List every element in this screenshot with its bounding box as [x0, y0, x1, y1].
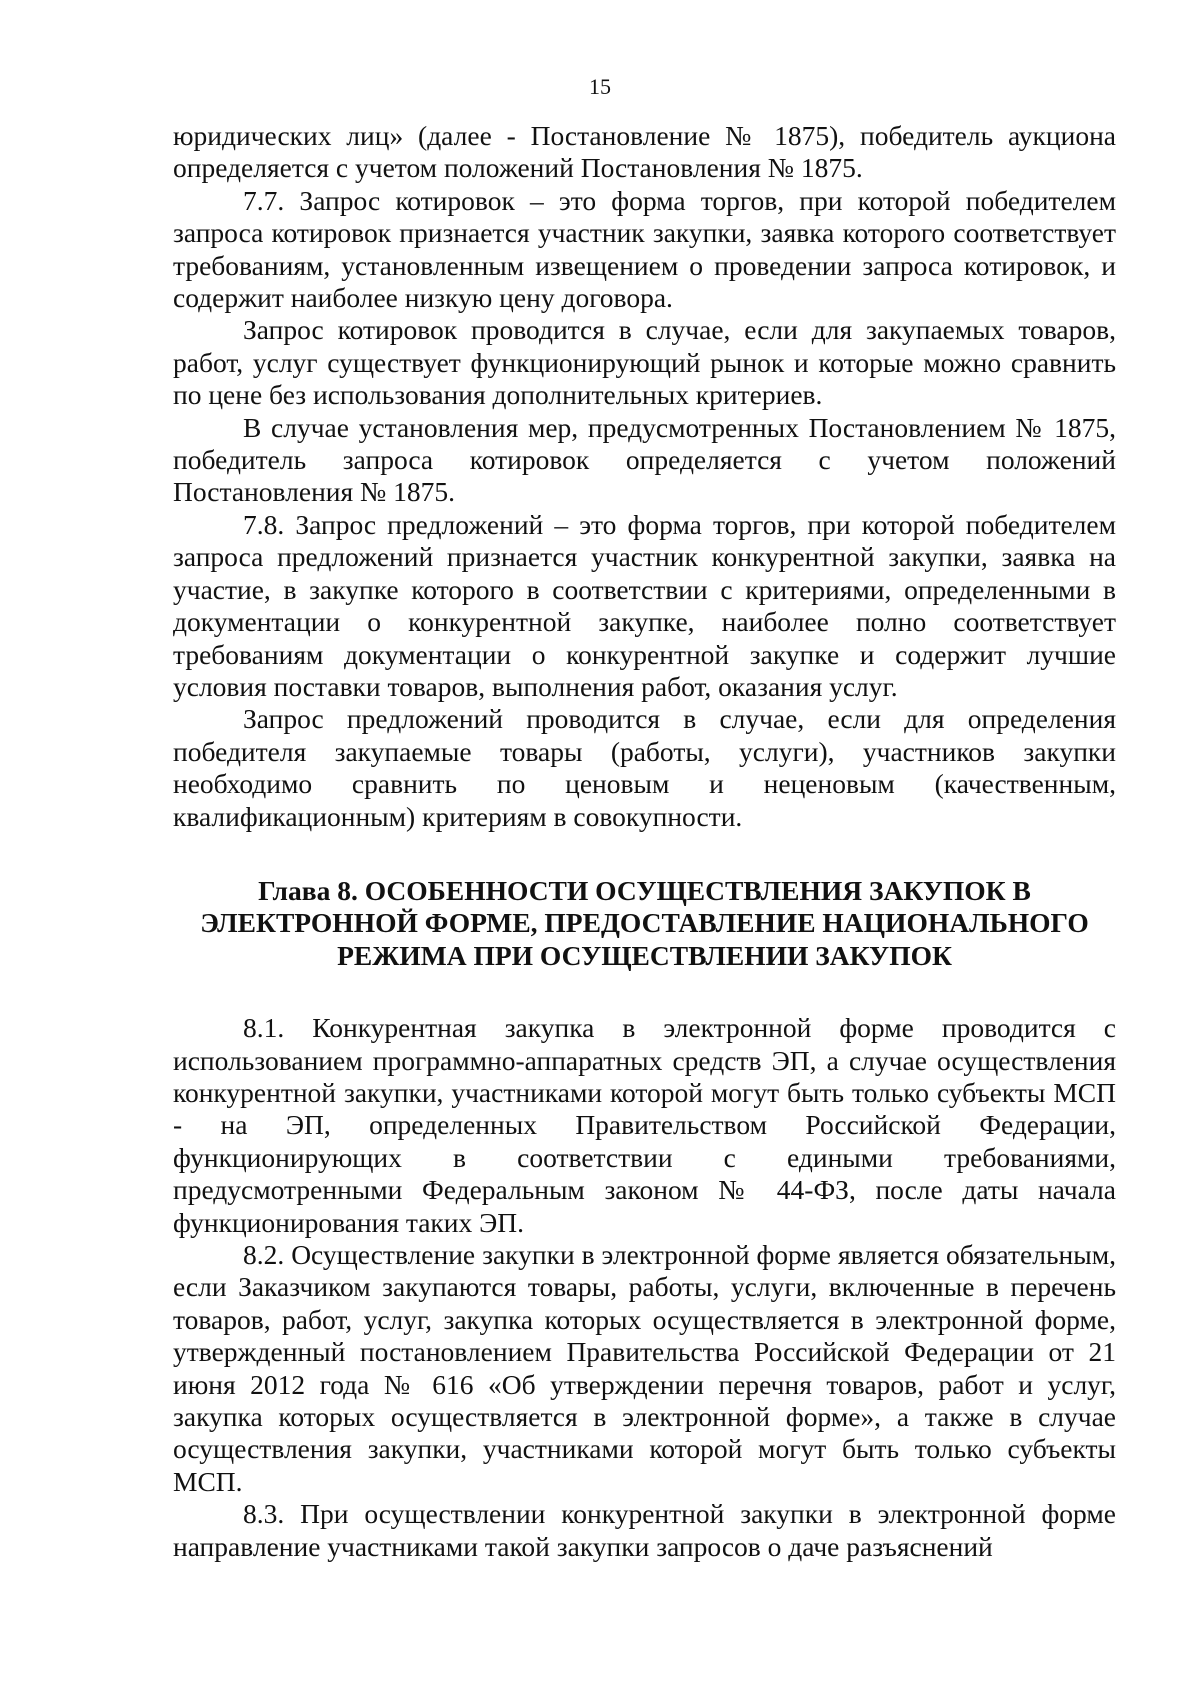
paragraph-7-7: 7.7. Запрос котировок – это форма торгов, при которой победителем запроса котировок признается участник закупки, заявка которого соответствует требованиям, установленным извещением о проведении запроса котировок, и содержит наиболее низкую цену договора.: [173, 184, 1116, 314]
chapter-heading: [173, 875, 1116, 972]
paragraph-7-8: 7.8. Запрос предложений – это форма торгов, при которой победителем запроса предложений признается участник конкурентной закупки, заявка на участие, в закупке которого в соответствии с критериями, определенными в документации о конкурентной закупке, наиболее полно соответствует требованиям документации о конкурентной закупке и содержит лучшие условия поставки товаров, выполнения работ, оказания услуг.: [173, 508, 1116, 702]
paragraph-continuation: юридических лиц» (далее - Постановление № 1875), победитель аукциона определяется с учетом положений Постановления № 1875.: [173, 120, 1116, 184]
paragraph-8-3: 8.3. При осуществлении конкурентной закупки в электронной форме направление участниками такой закупки запросов о даче разъяснений: [173, 1498, 1116, 1562]
chapter-heading-line-1: Глава 8. ОСОБЕННОСТИ ОСУЩЕСТВЛЕНИЯ ЗАКУПОК В: [258, 874, 1031, 906]
document-body: [173, 120, 1116, 1563]
paragraph-quotation-winner: В случае установления мер, предусмотренных Постановлением № 1875, победитель запроса котировок определяется с учетом положений Постановления № 1875.: [173, 411, 1116, 508]
paragraph-quotation-conditions: Запрос котировок проводится в случае, если для закупаемых товаров, работ, услуг существует функционирующий рынок и которые можно сравнить по цене без использования дополнительных критериев.: [173, 314, 1116, 411]
paragraph-8-2: 8.2. Осуществление закупки в электронной форме является обязательным, если Заказчиком закупаются товары, работы, услуги, включенные в перечень товаров, работ, услуг, закупка которых осуществляется в электронной форме, утвержденный постановлением Правительства Российской Федерации от 21 июня 2012 года № 616 «Об утверждении перечня товаров, работ и услуг, закупка которых осуществляется в электронной форме», а также в случае осуществления закупки, участниками которой могут быть только субъекты МСП.: [173, 1239, 1116, 1497]
paragraph-proposals-conditions: Запрос предложений проводится в случае, если для определения победителя закупаемые товары (работы, услуги), участников закупки необходимо сравнить по ценовым и неценовым (качественным, квалификационным) критериям в совокупности.: [173, 703, 1116, 832]
chapter-heading-line-2: ЭЛЕКТРОННОЙ ФОРМЕ, ПРЕДОСТАВЛЕНИЕ НАЦИОНАЛЬНОГО: [200, 907, 1089, 939]
paragraph-8-1: 8.1. Конкурентная закупка в электронной форме проводится с использованием программно-аппаратных средств ЭП, а случае осуществления конкурентной закупки, участниками которой могут быть только субъекты МСП - на ЭП, определенных Правительством Российской Федерации, функционирующих в соответствии с едиными требованиями, предусмотренными Федеральным законом № 44-ФЗ, после даты начала функционирования таких ЭП.: [173, 1012, 1116, 1238]
page-number: 15: [589, 74, 611, 99]
chapter-heading-line-3: РЕЖИМА ПРИ ОСУЩЕСТВЛЕНИИ ЗАКУПОК: [337, 939, 952, 971]
